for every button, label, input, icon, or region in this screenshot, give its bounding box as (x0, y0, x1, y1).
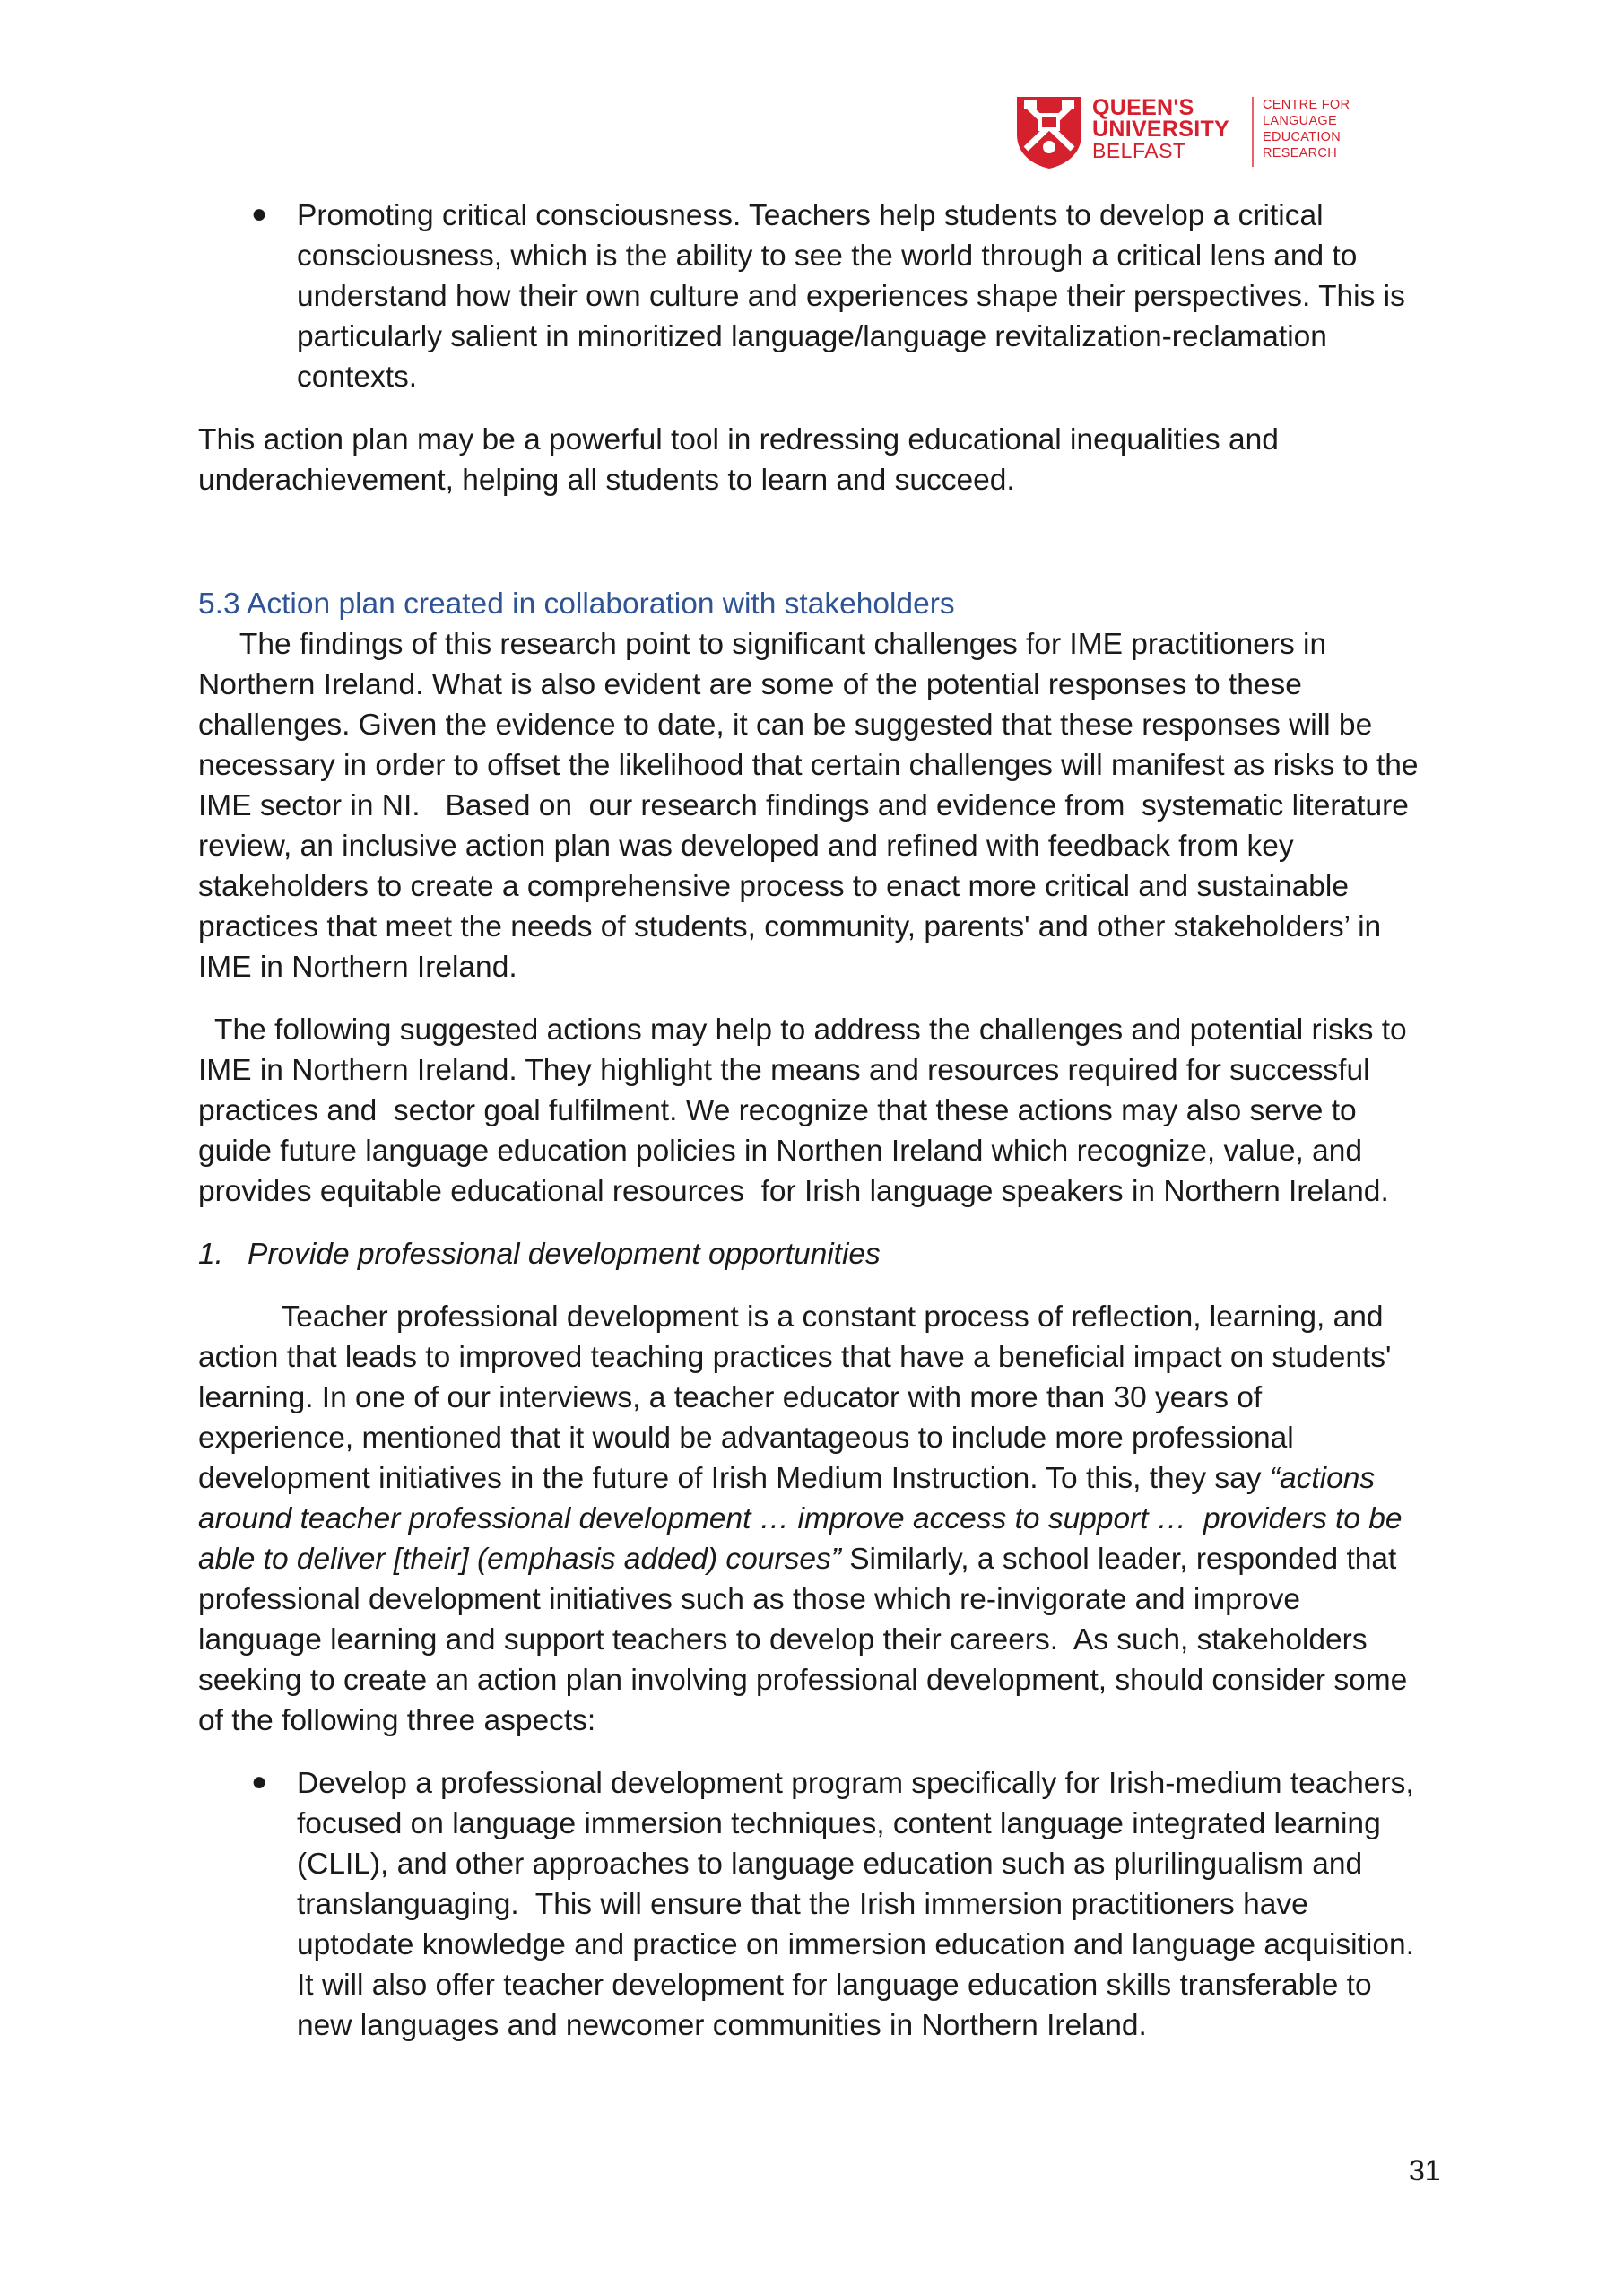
bullet1-line5: contexts. (297, 361, 418, 394)
centre-name-line3: EDUCATION (1263, 130, 1342, 144)
centre-name-line4: RESEARCH (1263, 146, 1337, 161)
bullet2-line2: focused on language immersion techniques, content language integrated learning (297, 1807, 1381, 1840)
para-findings-line2: Northern Ireland. What is also evident are some of the potential responses to these (198, 668, 1302, 701)
para-findings-line7: stakeholders to create a comprehensive process to enact more critical and sustainable (198, 870, 1349, 903)
para-findings-line5: IME sector in NI. Based on our research findings and evidence from systematic literature (198, 789, 1409, 822)
para-teacher-line4: experience, mentioned that it would be advantageous to include more professional (198, 1422, 1294, 1455)
bullet1-line4: particularly salient in minoritized language/language revitalization-reclamation (297, 320, 1327, 353)
para-findings-line6: review, an inclusive action plan was developed and refined with feedback from key (198, 830, 1294, 863)
para-findings-line3: challenges. Given the evidence to date, it can be suggested that these responses will be (198, 709, 1373, 742)
university-logo (1013, 93, 1354, 174)
para-teacher-line8: professional development initiatives such as those which re-invigorate and improve (198, 1583, 1300, 1616)
para-suggested-line1: The following suggested actions may help to address the challenges and potential risks to (198, 1013, 1407, 1047)
bullet2-line6: It will also offer teacher development for language education skills transferable to (297, 1969, 1372, 2002)
para-findings-line9: IME in Northern Ireland. (198, 951, 517, 984)
bullet2-line1: Develop a professional development program specifically for Irish-medium teachers, (297, 1767, 1414, 1800)
para-suggested-line2: IME in Northern Ireland. They highlight the means and resources required for successful (198, 1054, 1370, 1087)
bullet1-line1: Promoting critical consciousness. Teachers help students to develop a critical (297, 199, 1324, 232)
para-teacher-line10: seeking to create an action plan involving professional development, should consider some (198, 1664, 1408, 1697)
bullet2-line3: (CLIL), and other approaches to language education such as plurilingualism and (297, 1848, 1363, 1881)
university-name (1092, 97, 1229, 161)
centre-name-line1: CENTRE FOR (1263, 98, 1350, 112)
para-teacher-line5-italic: “actions (1269, 1462, 1376, 1495)
centre-name-line2: LANGUAGE (1263, 114, 1337, 128)
bullet2-line5: uptodate knowledge and practice on immersion education and language acquisition. (297, 1928, 1414, 1961)
bullet1-line2: consciousness, which is the ability to see the world through a critical lens and to (297, 239, 1358, 273)
bullet1-line3: understand how their own culture and experiences shape their perspectives. This is (297, 280, 1405, 313)
para-teacher-line5 (198, 1462, 1375, 1496)
numbered-item-number: 1. (198, 1238, 223, 1271)
centre-name (1263, 97, 1350, 161)
numbered-item-label: Provide professional development opportunities (248, 1238, 881, 1271)
para-teacher-line7-normal: Similarly, a school leader, responded that (840, 1543, 1397, 1576)
university-name-line1: QUEEN'S (1092, 95, 1194, 120)
university-name-line2: UNIVERSITY (1092, 117, 1230, 142)
bullet2-line4: translanguaging. This will ensure that the Irish immersion practitioners have (297, 1888, 1308, 1921)
para-findings-line1: The findings of this research point to significant challenges for IME practitioners in (198, 628, 1327, 661)
para-teacher-line2: action that leads to improved teaching practices that have a beneficial impact on students' (198, 1341, 1392, 1374)
para-teacher-line9: language learning and support teachers to develop their careers. As such, stakeholders (198, 1623, 1368, 1657)
para-teacher-line1: Teacher professional development is a constant process of reflection, learning, and (198, 1300, 1384, 1334)
university-name-line3: BELFAST (1092, 139, 1186, 162)
para-suggested-line5: provides equitable educational resources for Irish language speakers in Northern Ireland. (198, 1175, 1389, 1208)
para-teacher-line11: of the following three aspects: (198, 1704, 596, 1737)
section-heading: 5.3 Action plan created in collaboration with stakeholders (198, 587, 955, 621)
para-findings-line4: necessary in order to offset the likelihood that certain challenges will manifest as risks to the (198, 749, 1419, 782)
para-action-plan-line1: This action plan may be a powerful tool in redressing educational inequalities and (198, 423, 1279, 457)
para-action-plan-line2: underachievement, helping all students to learn and succeed. (198, 464, 1015, 497)
para-suggested-line3: practices and sector goal fulfilment. We recognize that these actions may also serve to (198, 1094, 1357, 1127)
para-teacher-line3: learning. In one of our interviews, a teacher educator with more than 30 years of (198, 1381, 1263, 1414)
page-number: 31 (1409, 2154, 1441, 2187)
bullet2-line7: new languages and newcomer communities in Northern Ireland. (297, 2009, 1147, 2042)
university-crest-icon (1013, 93, 1085, 170)
bullet-dot: ● (251, 1767, 268, 1796)
bullet-dot: ● (251, 199, 268, 229)
para-suggested-line4: guide future language education policies in Northen Ireland which recognize, value, and (198, 1135, 1363, 1168)
para-teacher-line6: around teacher professional development … improve access to support … providers to be (198, 1502, 1403, 1535)
para-teacher-line7-italic: able to deliver [their] (emphasis added) courses” (198, 1543, 841, 1576)
para-teacher-line5-normal: development initiatives in the future of Irish Medium Instruction. To this, they say (198, 1462, 1270, 1495)
logo-divider (1252, 97, 1254, 167)
para-findings-line8: practices that meet the needs of students, community, parents' and other stakeholders’ in (198, 910, 1382, 944)
para-teacher-line7 (198, 1543, 1396, 1577)
